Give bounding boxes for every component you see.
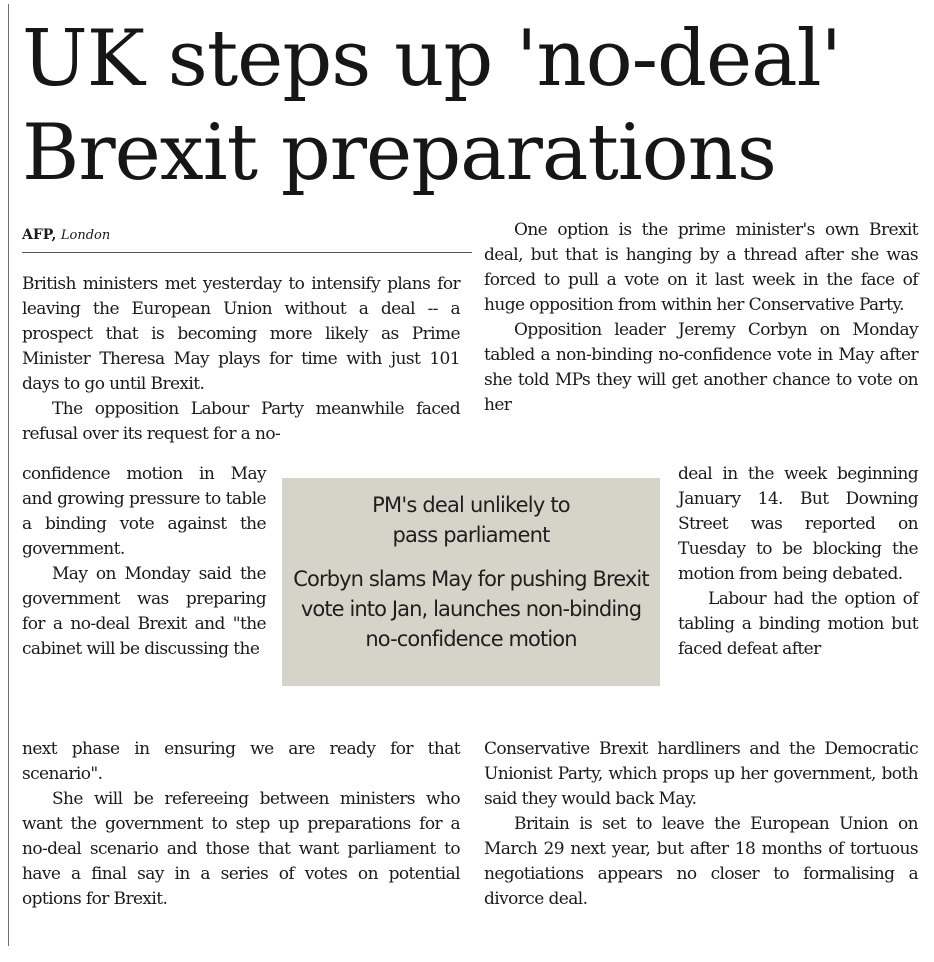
paragraph: May on Monday said the government was preparing for a no-deal Brexit and "the cabinet will be discussing the <box>22 564 266 659</box>
paragraph: One option is the prime minister's own Brexit deal, but that is hanging by a thread after she was forced to pull a vote on it last week in the face of huge opposition from within her Conservative Party. <box>484 220 918 315</box>
paragraph: She will be refereeing between ministers who want the government to step up preparations for a no-deal scenario and those that want parliament to have a final say in a series of votes on potential options for Brexit. <box>22 789 460 909</box>
right-column-wrap <box>678 462 918 662</box>
headline-line-2: Brexit preparations <box>22 108 776 198</box>
paragraph: Britain is set to leave the European Union on March 29 next year, but after 18 months of tortuous negotiations appears no closer to formalising a divorce deal. <box>484 814 918 909</box>
pull-quote-summary: Corbyn slams May for pushing Brexit vote into Jan, launches non-binding no-confidence motion <box>293 567 649 651</box>
paragraph: deal in the week beginning January 14. But Downing Street was reported on Tuesday to be blocking the motion from being debated. <box>678 464 918 584</box>
byline <box>22 226 110 245</box>
paragraph: Conservative Brexit hardliners and the Democratic Unionist Party, which props up her government, both said they would back May. <box>484 739 918 809</box>
byline-agency: AFP, <box>22 227 57 243</box>
paragraph: confidence motion in May and growing pressure to table a binding vote against the government. <box>22 464 266 559</box>
left-column-top <box>22 272 460 447</box>
paragraph: The opposition Labour Party meanwhile faced refusal over its request for a no- <box>22 399 460 444</box>
right-column-top <box>484 218 918 418</box>
left-column-wrap <box>22 462 266 662</box>
paragraph: Opposition leader Jeremy Corbyn on Monday tabled a non-binding no-confidence vote in May after she told MPs they will get another chance to vote on her <box>484 320 918 415</box>
paragraph: Labour had the option of tabling a binding motion but faced defeat after <box>678 589 918 659</box>
headline-line-1: UK steps up 'no-deal' <box>22 14 842 104</box>
headline <box>22 12 922 200</box>
pull-quote-box <box>282 478 660 686</box>
paragraph: British ministers met yesterday to intensify plans for leaving the European Union without a deal -- a prospect that is becoming more likely as Prime Minister Theresa May plays for time with just 101 days to go until Brexit. <box>22 274 460 394</box>
pull-quote-headline: PM's deal unlikely to pass parliament <box>372 493 570 547</box>
right-column-bottom <box>484 737 918 912</box>
byline-divider <box>22 252 472 253</box>
column-rule <box>8 4 9 946</box>
left-column-bottom <box>22 737 460 912</box>
byline-location: London <box>60 228 111 243</box>
paragraph: next phase in ensuring we are ready for that scenario". <box>22 739 460 784</box>
